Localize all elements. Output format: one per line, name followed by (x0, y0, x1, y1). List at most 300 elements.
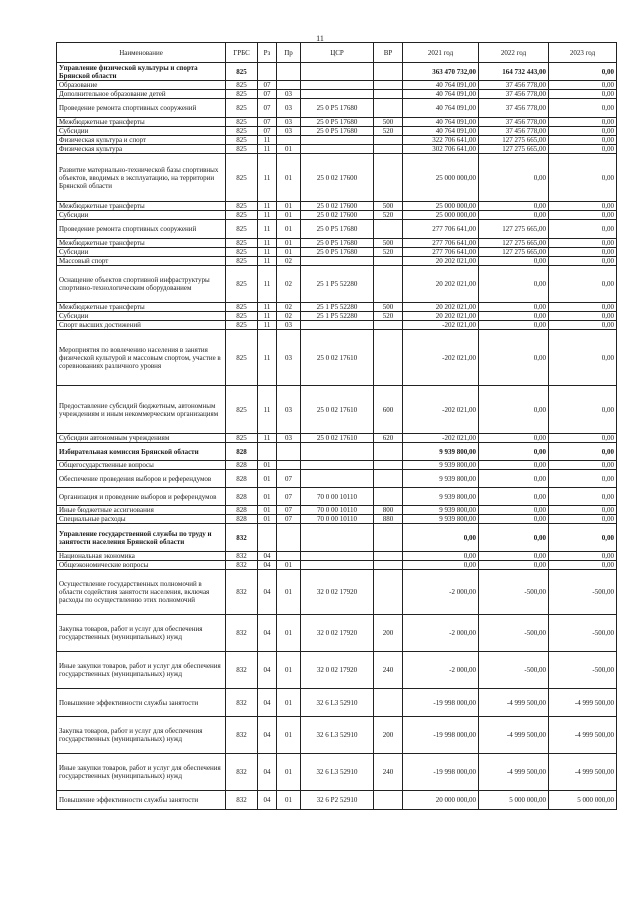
table-header-row (57, 43, 617, 63)
cell-2023: 0,00 (549, 515, 617, 524)
cell-2021: -19 998 000,00 (403, 754, 479, 791)
cell-csr: 25 1 P5 52280 (301, 303, 374, 312)
cell-rz: 07 (258, 99, 277, 118)
table-row (57, 552, 617, 561)
cell-vr: 800 (374, 506, 403, 515)
cell-vr: 200 (374, 615, 403, 652)
cell-pr: 02 (277, 257, 301, 266)
table-row (57, 154, 617, 202)
cell-name: Массовый спорт (57, 257, 226, 266)
cell-grbs: 832 (226, 689, 258, 717)
cell-vr (374, 154, 403, 202)
cell-2023: 0,00 (549, 202, 617, 211)
cell-rz: 11 (258, 303, 277, 312)
cell-2021: 40 764 091,00 (403, 127, 479, 136)
cell-vr (374, 220, 403, 239)
table-row (57, 321, 617, 330)
cell-vr (374, 524, 403, 552)
cell-rz: 04 (258, 791, 277, 810)
cell-vr (374, 570, 403, 615)
cell-csr: 32 0 02 17920 (301, 615, 374, 652)
cell-csr: 25 0 02 17600 (301, 211, 374, 220)
cell-2021: 9 939 800,00 (403, 506, 479, 515)
cell-csr: 25 0 02 17600 (301, 154, 374, 202)
cell-grbs: 825 (226, 99, 258, 118)
cell-2022: 37 456 778,00 (479, 90, 549, 99)
cell-2021: -202 021,00 (403, 330, 479, 386)
cell-grbs: 832 (226, 652, 258, 689)
cell-vr (374, 63, 403, 81)
cell-csr: 25 0 P5 17680 (301, 220, 374, 239)
cell-csr (301, 552, 374, 561)
table-row (57, 248, 617, 257)
cell-2022: 127 275 665,00 (479, 220, 549, 239)
cell-grbs: 825 (226, 220, 258, 239)
cell-pr: 02 (277, 303, 301, 312)
cell-pr: 01 (277, 615, 301, 652)
cell-pr: 01 (277, 248, 301, 257)
cell-vr (374, 330, 403, 386)
cell-2022: 127 275 665,00 (479, 248, 549, 257)
table-row (57, 791, 617, 810)
cell-2021: 40 764 091,00 (403, 99, 479, 118)
cell-2021: -202 021,00 (403, 386, 479, 434)
cell-csr (301, 561, 374, 570)
cell-2022: 0,00 (479, 211, 549, 220)
cell-csr: 32 6 P2 52910 (301, 791, 374, 810)
cell-grbs: 825 (226, 145, 258, 154)
table-row (57, 561, 617, 570)
cell-csr: 25 0 02 17610 (301, 330, 374, 386)
cell-2023: 0,00 (549, 154, 617, 202)
cell-pr: 01 (277, 717, 301, 754)
cell-grbs: 828 (226, 470, 258, 488)
cell-grbs: 825 (226, 257, 258, 266)
cell-2022: -4 999 500,00 (479, 754, 549, 791)
header-rz: Рз (258, 43, 277, 63)
cell-vr: 880 (374, 515, 403, 524)
cell-vr: 600 (374, 386, 403, 434)
cell-vr (374, 561, 403, 570)
cell-csr: 70 0 00 10110 (301, 515, 374, 524)
cell-name: Субсидии автономным учреждениям (57, 434, 226, 443)
cell-2023: 0,00 (549, 488, 617, 506)
table-row (57, 461, 617, 470)
cell-grbs: 832 (226, 570, 258, 615)
cell-name: Общегосударственные вопросы (57, 461, 226, 470)
cell-pr (277, 552, 301, 561)
cell-2022: 37 456 778,00 (479, 81, 549, 90)
cell-rz: 07 (258, 90, 277, 99)
cell-pr (277, 81, 301, 90)
cell-2023: 0,00 (549, 118, 617, 127)
cell-2023: 0,00 (549, 303, 617, 312)
table-row (57, 90, 617, 99)
cell-grbs: 825 (226, 211, 258, 220)
cell-pr: 01 (277, 754, 301, 791)
cell-grbs: 832 (226, 791, 258, 810)
header-pr: Пр (277, 43, 301, 63)
table-row (57, 136, 617, 145)
cell-pr: 07 (277, 488, 301, 506)
cell-vr: 240 (374, 652, 403, 689)
cell-2023: -500,00 (549, 570, 617, 615)
cell-vr (374, 552, 403, 561)
header-name: Наименование (57, 43, 226, 63)
cell-name: Закупка товаров, работ и услуг для обеспечения государственных (муниципальных) нужд (57, 615, 226, 652)
cell-vr (374, 257, 403, 266)
cell-grbs: 825 (226, 386, 258, 434)
cell-name: Субсидии (57, 248, 226, 257)
table-row (57, 717, 617, 754)
cell-csr: 32 0 02 17920 (301, 652, 374, 689)
cell-2022: 0,00 (479, 443, 549, 461)
table-row (57, 754, 617, 791)
cell-2023: -500,00 (549, 615, 617, 652)
cell-2023: 0,00 (549, 127, 617, 136)
cell-vr (374, 136, 403, 145)
cell-rz (258, 443, 277, 461)
cell-rz: 11 (258, 257, 277, 266)
cell-csr: 32 6 L3 52910 (301, 754, 374, 791)
cell-pr: 03 (277, 386, 301, 434)
cell-2022: 5 000 000,00 (479, 791, 549, 810)
cell-csr (301, 443, 374, 461)
table-row (57, 99, 617, 118)
cell-pr: 01 (277, 211, 301, 220)
cell-2021: 40 764 091,00 (403, 118, 479, 127)
table-row (57, 145, 617, 154)
table-row (57, 570, 617, 615)
cell-grbs: 825 (226, 312, 258, 321)
cell-grbs: 825 (226, 118, 258, 127)
cell-2023: 0,00 (549, 561, 617, 570)
cell-vr (374, 791, 403, 810)
cell-2022: 164 732 443,00 (479, 63, 549, 81)
cell-2022: 0,00 (479, 202, 549, 211)
cell-2023: 0,00 (549, 386, 617, 434)
cell-name: Избирательная комиссия Брянской области (57, 443, 226, 461)
cell-2023: 0,00 (549, 443, 617, 461)
cell-pr: 02 (277, 266, 301, 303)
cell-2023: 0,00 (549, 312, 617, 321)
cell-csr (301, 321, 374, 330)
cell-rz: 11 (258, 321, 277, 330)
cell-2023: 0,00 (549, 99, 617, 118)
cell-rz: 07 (258, 127, 277, 136)
header-2021: 2021 год (403, 43, 479, 63)
cell-2022: 37 456 778,00 (479, 118, 549, 127)
cell-2022: 127 275 665,00 (479, 145, 549, 154)
cell-2023: -4 999 500,00 (549, 717, 617, 754)
table-row (57, 81, 617, 90)
table-row (57, 515, 617, 524)
table-row (57, 524, 617, 552)
cell-name: Проведение ремонта спортивных сооружений (57, 220, 226, 239)
cell-name: Специальные расходы (57, 515, 226, 524)
cell-csr: 32 6 L3 52910 (301, 689, 374, 717)
cell-2023: 0,00 (549, 63, 617, 81)
table-row (57, 257, 617, 266)
cell-2021: 0,00 (403, 552, 479, 561)
cell-2023: 0,00 (549, 321, 617, 330)
cell-2021: -202 021,00 (403, 321, 479, 330)
cell-2022: -4 999 500,00 (479, 689, 549, 717)
cell-2021: 25 000 000,00 (403, 154, 479, 202)
cell-rz: 01 (258, 506, 277, 515)
table-row (57, 330, 617, 386)
cell-vr: 500 (374, 239, 403, 248)
cell-pr (277, 63, 301, 81)
cell-2021: -2 000,00 (403, 570, 479, 615)
cell-vr (374, 145, 403, 154)
table-row (57, 303, 617, 312)
cell-2021: 302 706 641,00 (403, 145, 479, 154)
cell-grbs: 825 (226, 303, 258, 312)
cell-grbs: 825 (226, 248, 258, 257)
cell-rz: 11 (258, 154, 277, 202)
table-row (57, 506, 617, 515)
cell-pr: 01 (277, 652, 301, 689)
cell-2022: -4 999 500,00 (479, 717, 549, 754)
cell-2021: 20 000 000,00 (403, 791, 479, 810)
cell-rz: 01 (258, 461, 277, 470)
cell-2022: 37 456 778,00 (479, 127, 549, 136)
cell-grbs: 825 (226, 434, 258, 443)
cell-vr: 500 (374, 202, 403, 211)
cell-csr (301, 145, 374, 154)
page-number: 11 (316, 34, 324, 43)
cell-csr (301, 470, 374, 488)
cell-vr (374, 461, 403, 470)
cell-2021: 9 939 800,00 (403, 443, 479, 461)
cell-csr: 25 0 02 17610 (301, 434, 374, 443)
cell-pr: 03 (277, 127, 301, 136)
cell-2021: 322 706 641,00 (403, 136, 479, 145)
table-row (57, 652, 617, 689)
cell-2023: -500,00 (549, 652, 617, 689)
cell-rz: 07 (258, 81, 277, 90)
cell-grbs: 832 (226, 561, 258, 570)
cell-rz: 04 (258, 615, 277, 652)
cell-2022: 0,00 (479, 470, 549, 488)
cell-name: Иные бюджетные ассигнования (57, 506, 226, 515)
cell-2022: 0,00 (479, 515, 549, 524)
cell-pr: 03 (277, 330, 301, 386)
cell-name: Закупка товаров, работ и услуг для обеспечения государственных (муниципальных) нужд (57, 717, 226, 754)
cell-2022: 0,00 (479, 488, 549, 506)
cell-pr: 01 (277, 145, 301, 154)
cell-csr: 25 0 P5 17680 (301, 127, 374, 136)
cell-csr (301, 81, 374, 90)
cell-vr (374, 81, 403, 90)
cell-2021: 363 470 732,00 (403, 63, 479, 81)
cell-2022: 0,00 (479, 266, 549, 303)
cell-grbs: 832 (226, 615, 258, 652)
cell-csr: 32 0 02 17920 (301, 570, 374, 615)
cell-rz: 04 (258, 561, 277, 570)
cell-csr: 25 0 P5 17680 (301, 99, 374, 118)
cell-2022: 0,00 (479, 561, 549, 570)
cell-pr: 07 (277, 506, 301, 515)
cell-csr: 25 0 P5 17680 (301, 118, 374, 127)
cell-2021: 277 706 641,00 (403, 248, 479, 257)
cell-vr: 200 (374, 717, 403, 754)
cell-2022: 0,00 (479, 524, 549, 552)
cell-2022: 127 275 665,00 (479, 239, 549, 248)
cell-name: Физическая культура (57, 145, 226, 154)
cell-csr: 25 1 P5 52280 (301, 266, 374, 303)
cell-2023: 0,00 (549, 211, 617, 220)
cell-name: Субсидии (57, 127, 226, 136)
cell-name: Физическая культура и спорт (57, 136, 226, 145)
cell-name: Иные закупки товаров, работ и услуг для обеспечения государственных (муниципальных) нужд (57, 652, 226, 689)
cell-rz: 11 (258, 330, 277, 386)
cell-rz: 01 (258, 470, 277, 488)
cell-rz: 11 (258, 202, 277, 211)
table-row (57, 689, 617, 717)
cell-pr: 07 (277, 470, 301, 488)
cell-2022: 0,00 (479, 506, 549, 515)
cell-vr (374, 689, 403, 717)
cell-grbs: 825 (226, 330, 258, 386)
cell-2021: 0,00 (403, 561, 479, 570)
cell-pr: 02 (277, 312, 301, 321)
cell-csr: 32 6 L3 52910 (301, 717, 374, 754)
cell-2022: 0,00 (479, 312, 549, 321)
cell-rz: 11 (258, 145, 277, 154)
header-2023: 2023 год (549, 43, 617, 63)
cell-csr: 25 0 02 17610 (301, 386, 374, 434)
table-row (57, 239, 617, 248)
cell-2021: 40 764 091,00 (403, 90, 479, 99)
cell-2021: -2 000,00 (403, 652, 479, 689)
cell-vr: 520 (374, 211, 403, 220)
cell-name: Организация и проведение выборов и референдумов (57, 488, 226, 506)
cell-grbs: 825 (226, 239, 258, 248)
cell-2021: 20 202 021,00 (403, 312, 479, 321)
cell-2023: 0,00 (549, 220, 617, 239)
cell-name: Повышение эффективности службы занятости (57, 689, 226, 717)
cell-2023: 0,00 (549, 239, 617, 248)
cell-2022: -500,00 (479, 570, 549, 615)
cell-name: Субсидии (57, 211, 226, 220)
cell-vr (374, 321, 403, 330)
cell-csr (301, 257, 374, 266)
cell-pr (277, 461, 301, 470)
cell-2022: -500,00 (479, 652, 549, 689)
header-csr: ЦСР (301, 43, 374, 63)
cell-rz: 07 (258, 118, 277, 127)
cell-vr (374, 488, 403, 506)
cell-pr: 01 (277, 791, 301, 810)
cell-name: Национальная экономика (57, 552, 226, 561)
table-row (57, 443, 617, 461)
cell-pr: 03 (277, 118, 301, 127)
cell-vr (374, 470, 403, 488)
cell-vr: 500 (374, 303, 403, 312)
table-row (57, 63, 617, 81)
cell-2021: 277 706 641,00 (403, 220, 479, 239)
cell-pr: 01 (277, 561, 301, 570)
cell-rz: 04 (258, 652, 277, 689)
cell-vr (374, 99, 403, 118)
cell-name: Оснащение объектов спортивной инфраструктуры спортивно-технологическим оборудованием (57, 266, 226, 303)
cell-2022: 0,00 (479, 257, 549, 266)
cell-name: Предоставление субсидий бюджетным, автономным учреждениям и иным некоммерческим организациям (57, 386, 226, 434)
cell-rz: 04 (258, 754, 277, 791)
cell-2021: 9 939 800,00 (403, 515, 479, 524)
cell-grbs: 825 (226, 136, 258, 145)
cell-2021: -2 000,00 (403, 615, 479, 652)
cell-rz: 11 (258, 312, 277, 321)
cell-csr: 25 0 P5 17680 (301, 248, 374, 257)
cell-2022: 0,00 (479, 154, 549, 202)
cell-rz: 04 (258, 689, 277, 717)
table-row (57, 220, 617, 239)
cell-2023: 0,00 (549, 145, 617, 154)
cell-grbs: 832 (226, 524, 258, 552)
cell-name: Спорт высших достижений (57, 321, 226, 330)
cell-rz: 11 (258, 220, 277, 239)
cell-grbs: 825 (226, 154, 258, 202)
cell-name: Межбюджетные трансферты (57, 118, 226, 127)
cell-rz: 11 (258, 266, 277, 303)
cell-2023: 0,00 (549, 266, 617, 303)
cell-pr: 03 (277, 321, 301, 330)
cell-2021: 277 706 641,00 (403, 239, 479, 248)
header-2022: 2022 год (479, 43, 549, 63)
cell-csr (301, 63, 374, 81)
cell-rz (258, 63, 277, 81)
cell-2023: -4 999 500,00 (549, 689, 617, 717)
cell-rz: 11 (258, 211, 277, 220)
cell-2023: 0,00 (549, 470, 617, 488)
cell-2023: 0,00 (549, 90, 617, 99)
table-row (57, 615, 617, 652)
cell-csr (301, 90, 374, 99)
cell-grbs: 832 (226, 717, 258, 754)
cell-2022: 0,00 (479, 321, 549, 330)
cell-2021: 40 764 091,00 (403, 81, 479, 90)
cell-csr (301, 524, 374, 552)
cell-2023: 0,00 (549, 434, 617, 443)
cell-2021: -19 998 000,00 (403, 689, 479, 717)
cell-2023: 0,00 (549, 257, 617, 266)
cell-name: Субсидии (57, 312, 226, 321)
cell-2023: 0,00 (549, 524, 617, 552)
cell-name: Межбюджетные трансферты (57, 202, 226, 211)
cell-2023: 0,00 (549, 136, 617, 145)
cell-rz: 11 (258, 136, 277, 145)
cell-2022: 0,00 (479, 434, 549, 443)
cell-name: Управление государственной службы по труду и занятости населения Брянской области (57, 524, 226, 552)
cell-name: Межбюджетные трансферты (57, 239, 226, 248)
cell-rz (258, 524, 277, 552)
cell-vr (374, 443, 403, 461)
cell-2021: 9 939 800,00 (403, 488, 479, 506)
cell-2021: 20 202 021,00 (403, 257, 479, 266)
cell-rz: 11 (258, 386, 277, 434)
cell-vr (374, 90, 403, 99)
cell-2022: 127 275 665,00 (479, 136, 549, 145)
cell-2021: 9 939 800,00 (403, 461, 479, 470)
cell-pr: 07 (277, 515, 301, 524)
cell-pr: 03 (277, 90, 301, 99)
cell-2023: 0,00 (549, 552, 617, 561)
cell-rz: 11 (258, 239, 277, 248)
cell-pr: 01 (277, 239, 301, 248)
